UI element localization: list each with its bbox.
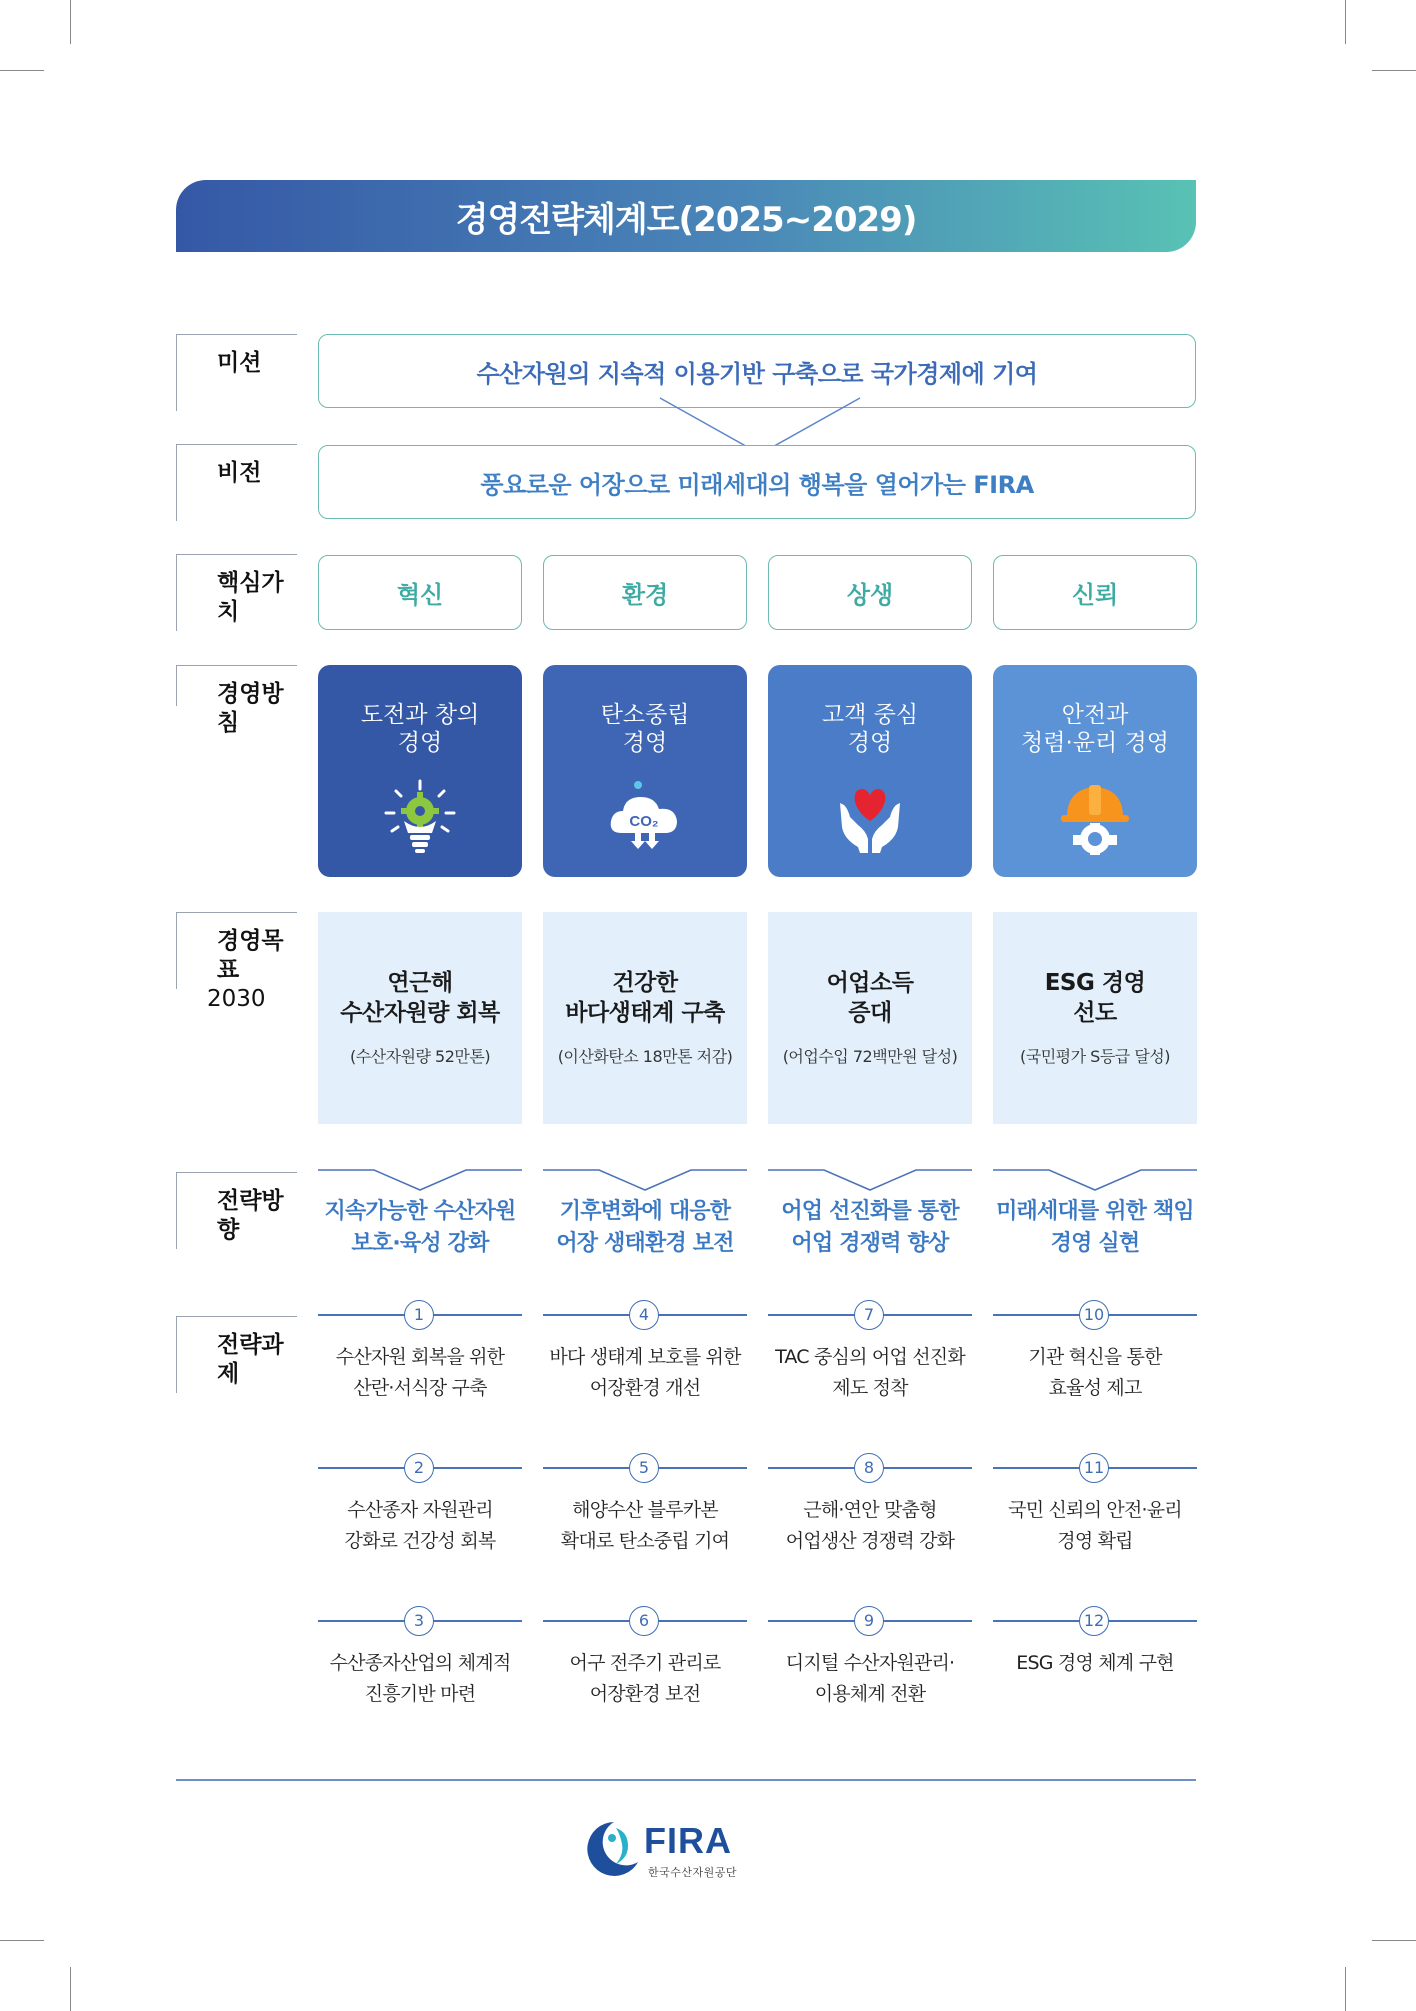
row-label-text: 경영목표 — [217, 928, 284, 983]
task-text — [312, 1495, 528, 1557]
task-number-badge: 7 — [854, 1300, 884, 1330]
task-text-line: 확대로 탄소중립 기여 — [560, 1530, 730, 1552]
task-text-line: 수산종자 자원관리 — [347, 1499, 493, 1521]
crop-mark — [1372, 1940, 1416, 1941]
crop-mark — [70, 0, 71, 44]
strategy-task — [768, 1453, 972, 1563]
strategy-task — [318, 1606, 522, 1716]
goal-target: (어업수입 72백만원 달성) — [782, 1047, 958, 1066]
page-title: 경영전략체계도(2025~2029) — [176, 180, 1196, 252]
direction-text: 어장 생태환경 보전 — [556, 1231, 734, 1256]
strategy-task — [543, 1453, 747, 1563]
crop-mark — [0, 70, 44, 71]
task-number-badge: 8 — [854, 1453, 884, 1483]
task-text-line: 제도 정착 — [832, 1377, 908, 1399]
task-text-line: 강화로 건강성 회복 — [344, 1530, 496, 1552]
goal-card — [768, 912, 972, 1124]
goal-title: 수산자원량 회복 — [340, 1000, 500, 1026]
task-text-line: 어장환경 개선 — [589, 1377, 701, 1399]
task-number-badge: 12 — [1079, 1606, 1109, 1636]
direction-connector — [543, 1156, 747, 1192]
direction-text: 경영 실현 — [1050, 1231, 1140, 1256]
policy-card — [768, 665, 972, 877]
task-text — [537, 1342, 753, 1404]
fira-emblem-icon — [582, 1818, 644, 1880]
task-text — [312, 1342, 528, 1404]
row-label-goal — [176, 912, 297, 1012]
row-label-text: 핵심가치 — [217, 570, 284, 625]
vision-box — [318, 445, 1196, 519]
policy-card — [318, 665, 522, 877]
strategy-task — [318, 1300, 522, 1410]
policy-title: 경영 — [847, 730, 893, 756]
goal-card — [543, 912, 747, 1124]
task-text-line: 수산자원 회복을 위한 — [335, 1346, 505, 1368]
crop-mark — [1345, 1967, 1346, 2011]
direction-text: 어업 경쟁력 향상 — [791, 1231, 949, 1256]
row-label-text: 비전 — [217, 460, 262, 486]
row-label-tasks — [176, 1316, 297, 1393]
policy-card — [993, 665, 1197, 877]
task-text-line: 기관 혁신을 통한 — [1028, 1346, 1162, 1368]
goal-target: (이산화탄소 18만톤 저감) — [557, 1047, 733, 1066]
task-number-badge: 9 — [854, 1606, 884, 1636]
row-label-mission — [176, 334, 297, 411]
task-text-line: 디지털 수산자원관리· — [785, 1652, 955, 1674]
strategy-task — [543, 1606, 747, 1716]
task-number-badge: 4 — [629, 1300, 659, 1330]
task-text — [312, 1648, 528, 1710]
policy-title: 안전과 — [1061, 702, 1129, 728]
row-label-text: 전략과제 — [217, 1332, 284, 1387]
core-value-text: 상생 — [846, 581, 894, 609]
policy-title: 경영 — [622, 730, 668, 756]
row-label-core-values — [176, 554, 297, 631]
goal-title: 바다생태계 구축 — [565, 1000, 725, 1026]
strategy-direction — [543, 1196, 747, 1260]
policy-title: 경영 — [397, 730, 443, 756]
lightbulb-gear-icon — [380, 777, 460, 857]
strategy-task — [993, 1606, 1197, 1716]
task-text — [987, 1495, 1203, 1557]
task-text-line: 해양수산 블루카본 — [572, 1499, 718, 1521]
core-value-text: 환경 — [621, 581, 669, 609]
goal-title: ESG 경영 — [1044, 970, 1146, 996]
goal-title: 어업소득 — [826, 970, 914, 996]
task-text — [537, 1495, 753, 1557]
task-text-line: 어장환경 보전 — [589, 1683, 701, 1705]
crop-mark — [1345, 0, 1346, 44]
strategy-direction — [768, 1196, 972, 1260]
task-text-line: TAC 중심의 어업 선진화 — [775, 1346, 965, 1368]
task-text-line: 효율성 제고 — [1048, 1377, 1142, 1399]
task-text-line: 근해·연안 맞춤형 — [803, 1499, 937, 1521]
policy-title: 청렴·윤리 경영 — [1021, 730, 1169, 756]
row-label-direction — [176, 1172, 297, 1249]
task-text — [537, 1648, 753, 1710]
task-number-badge: 11 — [1079, 1453, 1109, 1483]
core-value-box — [993, 555, 1197, 630]
core-value-text: 신뢰 — [1071, 581, 1119, 609]
goal-title: 연근해 — [387, 970, 453, 996]
core-value-box — [768, 555, 972, 630]
direction-text: 미래세대를 위한 책임 — [996, 1199, 1194, 1224]
co2-cloud-icon — [605, 777, 685, 857]
fira-logo — [582, 1818, 752, 1888]
row-label-goal-year: 2030 — [207, 986, 266, 1012]
svg-text:CO₂: CO₂ — [629, 813, 659, 830]
task-text-line: 국민 신뢰의 안전·윤리 — [1008, 1499, 1182, 1521]
goal-card — [993, 912, 1197, 1124]
strategy-task — [768, 1300, 972, 1410]
vision-text: 풍요로운 어장으로 미래세대의 행복을 열어가는 FIRA — [480, 470, 1034, 499]
core-value-text: 혁신 — [396, 581, 444, 609]
task-text-line: 경영 확립 — [1057, 1530, 1133, 1552]
task-text-line: ESG 경영 체계 구현 — [1016, 1652, 1174, 1674]
task-text — [762, 1342, 978, 1404]
task-text-line: 어업생산 경쟁력 강화 — [785, 1530, 955, 1552]
direction-text: 지속가능한 수산자원 — [324, 1199, 516, 1224]
task-text-line: 수산종자산업의 체계적 — [329, 1652, 511, 1674]
task-text-line: 어구 전주기 관리로 — [569, 1652, 721, 1674]
strategy-task — [543, 1300, 747, 1410]
footer-divider — [176, 1779, 1196, 1781]
strategy-task — [993, 1300, 1197, 1410]
goal-card — [318, 912, 522, 1124]
mission-text: 수산자원의 지속적 이용기반 구축으로 국가경제에 기여 — [476, 359, 1038, 388]
row-label-text: 전략방향 — [217, 1188, 284, 1243]
goal-target: (국민평가 S등급 달성) — [1020, 1047, 1170, 1066]
helmet-gear-icon — [1055, 777, 1135, 857]
goal-target: (수산자원량 52만톤) — [349, 1047, 491, 1066]
task-text — [987, 1648, 1203, 1679]
goal-title: 선도 — [1073, 1000, 1117, 1026]
task-number-badge: 6 — [629, 1606, 659, 1636]
task-text-line: 진흥기반 마련 — [364, 1683, 476, 1705]
task-text — [762, 1495, 978, 1557]
heart-hands-icon — [830, 777, 910, 857]
strategy-task — [768, 1606, 972, 1716]
policy-title: 고객 중심 — [821, 702, 919, 728]
core-value-box — [318, 555, 522, 630]
strategy-direction — [318, 1196, 522, 1260]
direction-text: 기후변화에 대응한 — [559, 1199, 731, 1224]
goal-title: 건강한 — [612, 970, 678, 996]
strategy-task — [318, 1453, 522, 1563]
task-number-badge: 10 — [1079, 1300, 1109, 1330]
direction-text: 보호·육성 강화 — [351, 1231, 489, 1256]
direction-connector — [318, 1156, 522, 1192]
goal-title: 증대 — [848, 1000, 892, 1026]
task-number-badge: 1 — [404, 1300, 434, 1330]
crop-mark — [0, 1940, 44, 1941]
direction-text: 어업 선진화를 통한 — [781, 1199, 959, 1224]
logo-wordmark: FIRA — [644, 1820, 732, 1861]
direction-connector — [768, 1156, 972, 1192]
policy-title: 도전과 창의 — [360, 702, 480, 728]
task-number-badge: 2 — [404, 1453, 434, 1483]
row-label-vision — [176, 444, 297, 521]
row-label-policy — [176, 665, 297, 736]
task-text — [987, 1342, 1203, 1404]
row-label-text: 경영방침 — [217, 681, 284, 736]
crop-mark — [70, 1967, 71, 2011]
direction-connector — [993, 1156, 1197, 1192]
policy-card — [543, 665, 747, 877]
crop-mark — [1372, 70, 1416, 71]
core-value-box — [543, 555, 747, 630]
task-text-line: 산란·서식장 구축 — [353, 1377, 487, 1399]
strategy-task — [993, 1453, 1197, 1563]
task-number-badge: 3 — [404, 1606, 434, 1636]
strategy-direction — [993, 1196, 1197, 1260]
task-text-line: 바다 생태계 보호를 위한 — [549, 1346, 741, 1368]
policy-title: 탄소중립 — [600, 702, 690, 728]
task-number-badge: 5 — [629, 1453, 659, 1483]
task-text — [762, 1648, 978, 1710]
row-label-text: 미션 — [217, 350, 262, 376]
task-text-line: 이용체계 전환 — [814, 1683, 926, 1705]
logo-subtitle: 한국수산자원공단 — [648, 1866, 738, 1879]
